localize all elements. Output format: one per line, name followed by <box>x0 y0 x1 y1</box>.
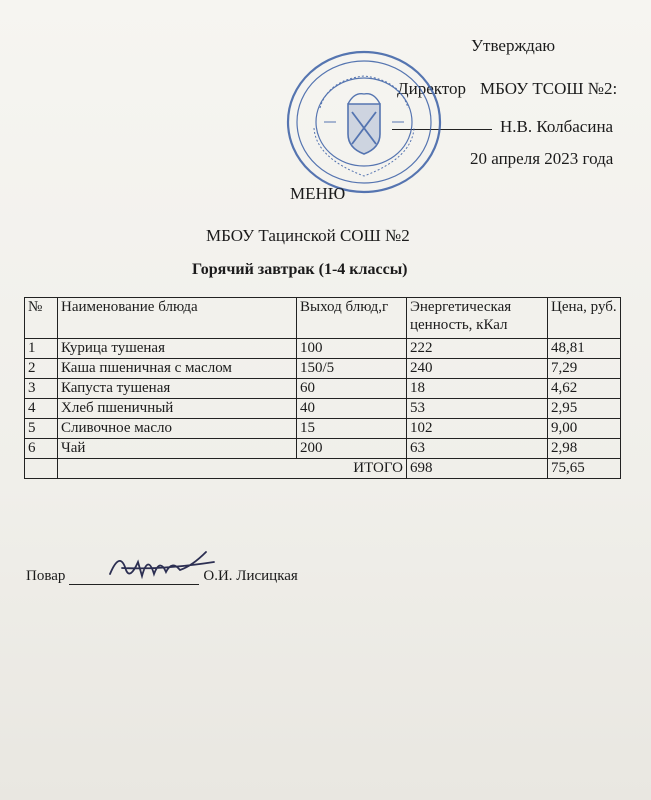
row-price: 9,00 <box>548 419 621 439</box>
table-row <box>25 379 621 399</box>
cook-label: Повар <box>26 568 66 584</box>
approval-date: 20 апреля 2023 года <box>470 149 614 168</box>
row-number: 3 <box>25 379 58 399</box>
header-number: № <box>25 298 58 339</box>
school-name: МБОУ Тацинской СОШ №2 <box>206 226 410 245</box>
total-price: 75,65 <box>548 459 621 479</box>
cook-signature-line <box>69 584 199 585</box>
menu-title: МЕНЮ <box>290 184 346 203</box>
row-energy: 63 <box>407 439 548 459</box>
total-energy: 698 <box>407 459 548 479</box>
header-weight: Выход блюд,г <box>297 298 407 339</box>
row-weight: 100 <box>297 339 407 359</box>
official-seal <box>284 48 444 196</box>
total-row <box>25 459 621 479</box>
header-dish: Наименование блюда <box>58 298 297 339</box>
menu-table <box>24 297 621 479</box>
row-number: 4 <box>25 399 58 419</box>
row-weight: 150/5 <box>297 359 407 379</box>
director-name: Н.В. Колбасина <box>500 117 614 136</box>
header-price: Цена, руб. <box>548 298 621 339</box>
director-label: Директор <box>397 79 466 98</box>
row-price: 2,98 <box>548 439 621 459</box>
meal-subtitle: Горячий завтрак (1-4 классы) <box>192 261 408 278</box>
cook-name: О.И. Лисицкая <box>203 568 298 584</box>
header-energy: Энергетическая ценность, кКал <box>407 298 548 339</box>
row-weight: 200 <box>297 439 407 459</box>
row-dish: Сливочное масло <box>58 419 297 439</box>
table-row <box>25 399 621 419</box>
table-row <box>25 419 621 439</box>
row-number: 2 <box>25 359 58 379</box>
row-weight: 40 <box>297 399 407 419</box>
table-header-row <box>25 298 621 339</box>
row-dish: Капуста тушеная <box>58 379 297 399</box>
table-row <box>25 439 621 459</box>
row-dish: Чай <box>58 439 297 459</box>
table-row <box>25 339 621 359</box>
row-number: 1 <box>25 339 58 359</box>
row-dish: Хлеб пшеничный <box>58 399 297 419</box>
row-dish: Каша пшеничная с маслом <box>58 359 297 379</box>
row-number: 6 <box>25 439 58 459</box>
total-label: ИТОГО <box>58 459 407 479</box>
table-row <box>25 359 621 379</box>
row-energy: 53 <box>407 399 548 419</box>
school-short: МБОУ ТСОШ №2: <box>480 79 618 98</box>
row-energy: 222 <box>407 339 548 359</box>
row-dish: Курица тушеная <box>58 339 297 359</box>
row-energy: 18 <box>407 379 548 399</box>
row-price: 2,95 <box>548 399 621 419</box>
row-weight: 60 <box>297 379 407 399</box>
row-weight: 15 <box>297 419 407 439</box>
total-empty-cell <box>25 459 58 479</box>
row-number: 5 <box>25 419 58 439</box>
cook-line <box>26 568 298 585</box>
row-price: 7,29 <box>548 359 621 379</box>
row-energy: 102 <box>407 419 548 439</box>
approve-label: Утверждаю <box>471 36 556 55</box>
row-price: 4,62 <box>548 379 621 399</box>
row-energy: 240 <box>407 359 548 379</box>
row-price: 48,81 <box>548 339 621 359</box>
